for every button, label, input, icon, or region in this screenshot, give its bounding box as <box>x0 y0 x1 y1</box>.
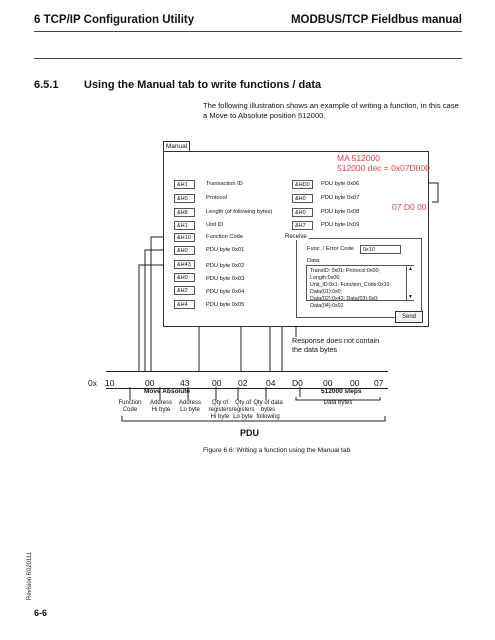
response-note: Response does not contain the data bytes <box>292 336 380 354</box>
section-title: Using the Manual tab to write functions / data <box>84 79 322 91</box>
pdu-byte-05-label: PDU byte 0x05 <box>206 302 245 308</box>
receive-data-line: TransID: 0x01; Protocol:0x00; Length:0x06; <box>310 268 380 281</box>
byte-qty-hi: 00 <box>212 378 222 388</box>
pdu-byte-08-field[interactable]: &H0 <box>292 208 313 217</box>
byte-qty-lo: 02 <box>238 378 248 388</box>
byte-data-4: 07 <box>374 378 384 388</box>
figure-caption: Figure 6.6: Writing a function using the Manual tab <box>203 447 351 454</box>
func-error-code-label: Func. / Error Code <box>307 246 354 252</box>
receive-data-line: Data(02):0x43; Data(03):0x0; Data(04):0x02 <box>310 296 379 309</box>
pdu-byte-04-field[interactable]: &H2 <box>174 286 195 295</box>
tab-manual[interactable]: Manual <box>163 141 190 152</box>
receive-data-line: Unit_ID:0x1; Function_Code:0x10; Data(01):0x0; <box>310 282 391 295</box>
pdu-byte-02-label: PDU byte 0x02 <box>206 263 245 269</box>
pdu-byte-02-field[interactable]: &H43 <box>174 260 195 269</box>
pdu-byte-07-field[interactable]: &H0 <box>292 194 313 203</box>
byte-function-code: 10 <box>105 378 115 388</box>
scroll-up-icon[interactable]: ▲ <box>408 266 413 272</box>
steps-label: 512000 steps <box>321 388 362 395</box>
legend-byte-count: Qty of data bytes following <box>253 400 283 420</box>
byte-address-hi: 00 <box>145 378 155 388</box>
unit-id-label: Unit ID <box>206 222 224 228</box>
receive-label: Receive <box>285 234 307 240</box>
revision-label: Revision R020111 <box>27 551 33 600</box>
pdu-label: PDU <box>240 428 260 438</box>
func-error-code-field[interactable]: 0x10 <box>360 245 401 254</box>
byte-address-lo: 43 <box>180 378 190 388</box>
pdu-byte-01-label: PDU byte 0x01 <box>206 247 245 253</box>
section-number: 6.5.1 <box>34 79 59 91</box>
transaction-id-field[interactable]: &H1 <box>174 180 195 189</box>
textarea-scrollbar[interactable] <box>406 266 414 300</box>
length-field[interactable]: &H8 <box>174 208 195 217</box>
pdu-byte-06-label: PDU byte 0x06 <box>321 181 360 187</box>
send-button[interactable]: Send <box>395 311 423 323</box>
annotation-conversion: 512000 dec = 0x07D000 <box>337 163 430 173</box>
function-code-label: Function Code <box>206 234 243 240</box>
pdu-byte-05-field[interactable]: &H4 <box>174 300 195 309</box>
transaction-id-label: Transaction ID <box>206 181 243 187</box>
pdu-byte-06-field[interactable]: &HD0 <box>292 180 313 189</box>
legend-address-lo: Address Lo byte <box>178 400 201 413</box>
legend-qty-lo: Qty of registers Lo byte <box>231 400 255 420</box>
legend-address-hi: Address Hi byte <box>149 400 172 413</box>
length-label: Length (of following bytes) <box>206 209 273 215</box>
hex-prefix: 0x <box>88 378 97 388</box>
byte-data-3: 00 <box>350 378 360 388</box>
protocol-label: Protocol <box>206 195 227 201</box>
chapter-title: 6 TCP/IP Configuration Utility <box>34 14 195 26</box>
intro-paragraph: The following illustration shows an example of writing a function, in this case a Move to Absolute position 512000. <box>203 101 459 120</box>
byte-data-1: D0 <box>292 378 303 388</box>
pdu-byte-08-label: PDU byte 0x08 <box>321 209 360 215</box>
move-absolute-label: Move Absolute <box>144 388 190 395</box>
unit-id-field[interactable]: &H1 <box>174 221 195 230</box>
page-number: 6-6 <box>34 608 48 618</box>
pdu-byte-03-label: PDU byte 0x03 <box>206 276 245 282</box>
protocol-field[interactable]: &H0 <box>174 194 195 203</box>
pdu-byte-01-field[interactable]: &H0 <box>174 246 195 255</box>
annotation-bytes: 07 D0 00 <box>392 202 427 212</box>
byte-data-2: 00 <box>323 378 333 388</box>
function-code-field[interactable]: &H10 <box>174 233 195 242</box>
scroll-down-icon[interactable]: ▼ <box>408 294 413 300</box>
pdu-byte-03-field[interactable]: &H0 <box>174 273 195 282</box>
legend-qty-hi: Qty of registers Hi byte <box>208 400 232 420</box>
manual-title: MODBUS/TCP Fieldbus manual <box>290 14 462 26</box>
pdu-byte-04-label: PDU byte 0x04 <box>206 289 245 295</box>
data-label: Data: <box>307 258 321 264</box>
legend-function-code: Function Code <box>118 400 142 413</box>
pdu-byte-07-label: PDU byte 0x07 <box>321 195 360 201</box>
annotation-command: MA 512000 <box>337 153 381 163</box>
legend-data-bytes: Data bytes <box>323 400 353 406</box>
pdu-byte-09-field[interactable]: &H7 <box>292 221 313 230</box>
receive-data-textarea[interactable] <box>306 265 414 309</box>
byte-count: 04 <box>266 378 276 388</box>
pdu-byte-09-label: PDU byte 0x09 <box>321 222 360 228</box>
